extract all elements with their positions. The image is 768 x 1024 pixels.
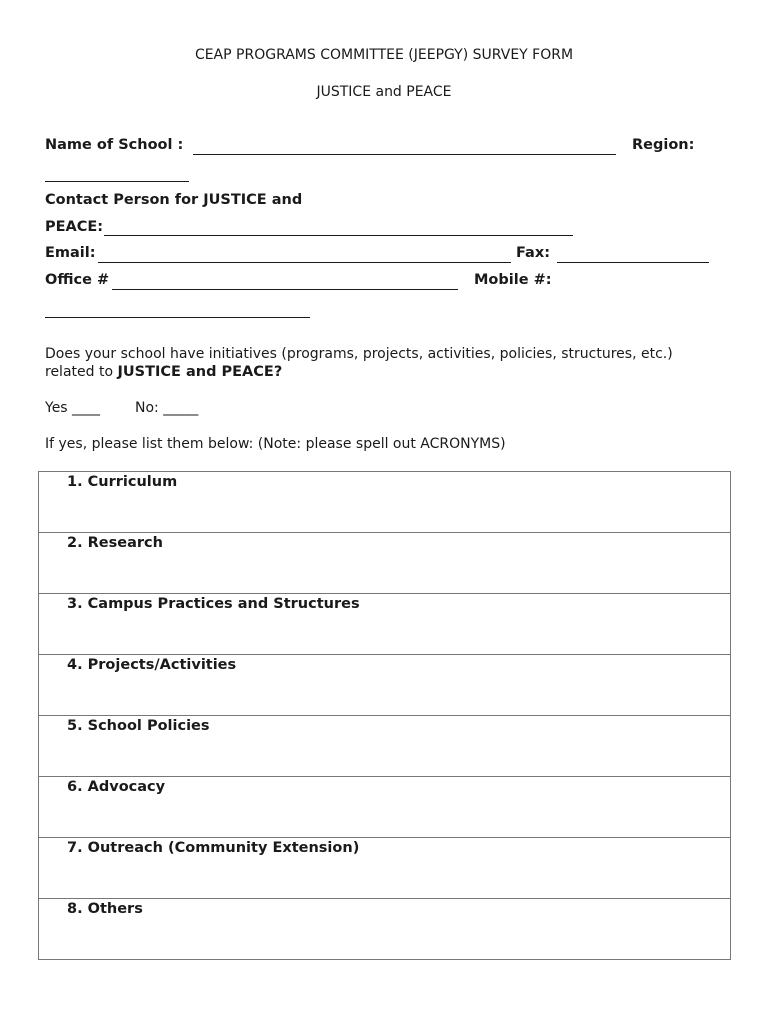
mobile-number-label: Mobile #: (474, 272, 552, 288)
initiatives-table (38, 471, 731, 960)
school-name-label: Name of School : (45, 137, 184, 153)
no-option[interactable]: No: _____ (135, 400, 199, 416)
table-row (39, 777, 731, 838)
contact-person-label: Contact Person for JUSTICE and (45, 192, 303, 208)
fax-label: Fax: (516, 245, 550, 261)
region-field[interactable] (45, 181, 189, 182)
contact-person-label-cont: PEACE: (45, 219, 104, 235)
table-row (39, 899, 731, 960)
category-label: 1. Curriculum (67, 474, 178, 490)
initiatives-question: Does your school have initiatives (programs, projects, activities, policies, structures, etc.) (45, 346, 673, 362)
table-row (39, 655, 731, 716)
region-label: Region: (632, 137, 695, 153)
office-number-field[interactable] (112, 289, 458, 290)
category-label: 2. Research (67, 535, 163, 551)
category-cell[interactable] (39, 533, 731, 594)
category-label: 3. Campus Practices and Structures (67, 596, 360, 612)
email-field[interactable] (98, 262, 511, 263)
category-label: 5. School Policies (67, 718, 210, 734)
category-label: 8. Others (67, 901, 143, 917)
category-cell[interactable] (39, 899, 731, 960)
form-title: CEAP PROGRAMS COMMITTEE (JEEPGY) SURVEY FORM (194, 47, 574, 63)
category-cell[interactable] (39, 838, 731, 899)
category-cell[interactable] (39, 716, 731, 777)
category-cell[interactable] (39, 777, 731, 838)
mobile-number-field[interactable] (45, 317, 310, 318)
table-row (39, 472, 731, 533)
form-subtitle: JUSTICE and PEACE (316, 84, 452, 100)
yes-option[interactable]: Yes ____ (45, 400, 101, 416)
fax-field[interactable] (557, 262, 709, 263)
contact-person-field[interactable] (104, 235, 573, 236)
table-row (39, 838, 731, 899)
email-label: Email: (45, 245, 96, 261)
office-number-label: Office # (45, 272, 110, 288)
list-instruction: If yes, please list them below: (Note: please spell out ACRONYMS) (45, 436, 506, 452)
category-label: 4. Projects/Activities (67, 657, 237, 673)
category-label: 7. Outreach (Community Extension) (67, 840, 360, 856)
table-row (39, 533, 731, 594)
category-cell[interactable] (39, 594, 731, 655)
category-label: 6. Advocacy (67, 779, 166, 795)
table-row (39, 594, 731, 655)
initiatives-question-cont: related to JUSTICE and PEACE? (45, 364, 283, 380)
category-cell[interactable] (39, 472, 731, 533)
table-row (39, 716, 731, 777)
category-cell[interactable] (39, 655, 731, 716)
school-name-field[interactable] (193, 154, 616, 155)
